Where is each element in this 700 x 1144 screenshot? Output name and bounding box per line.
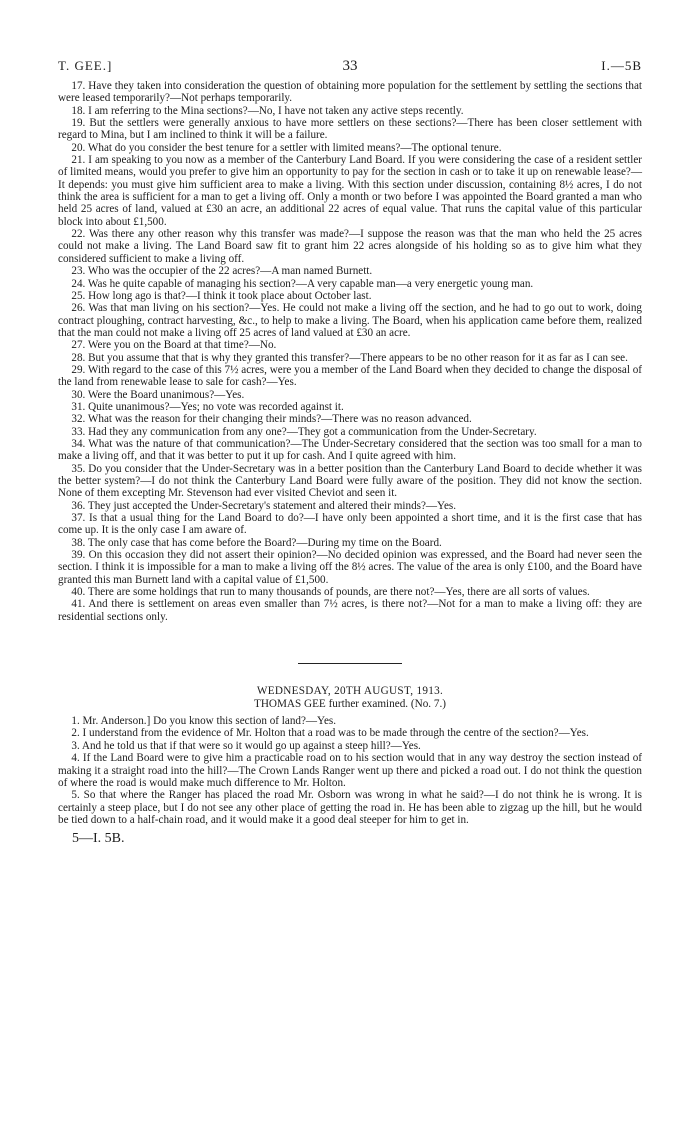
question-38: 38. The only case that has come before the Board?—During my time on the Board.	[71, 536, 442, 549]
question-21: 21. I am speaking to you now as a member of the Canterbury Land Board. If you were considering the case of a resident settler of limited means, would you prefer to give him an opportunity to pay for the section in cash or to take it up on renewable lease?—It depends: you must give him sufficient area to make a living. With this section under discussion, containing 8½ acres, I do not think the area is sufficient for a man to get a living off. Only a month or two before I was appointed the Board granted a man who held 25 acres of land, valued at £30 an acre, an additional 22 acres of equal value. That runs the capital value of this particular block into about £1,500.	[58, 154, 642, 228]
question-2: 2. I understand from the evidence of Mr. Holton that a road was to be made through the centre of the section?—Yes.	[71, 727, 589, 740]
question-29: 29. With regard to the case of this 7½ acres, were you a member of the Land Board when they decided to change the disposal of the land from renewable lease to sale for cash?—Yes.	[58, 363, 642, 389]
page-header	[58, 58, 642, 80]
witness-name: THOMAS GEE	[253, 698, 326, 711]
witness-heading	[58, 698, 642, 711]
question-31: 31. Quite unanimous?—Yes; no vote was recorded against it.	[71, 400, 344, 413]
document-page	[58, 58, 642, 847]
question-32: 32. What was the reason for their changing their minds?—There was no reason advanced.	[71, 413, 472, 426]
witness-status: further examined.	[328, 698, 409, 711]
question-5: 5. So that where the Ranger has placed the road Mr. Osborn was wrong in what he said?—I do not think he is wrong. It is certainly a steep place, but I do not see any other place of getting the road in. He has been able to zigzag up the hill, but he would be tied down to a half-chain road, and it would make it a good deal steeper for him to get in.	[58, 789, 642, 826]
signature-mark: 5—I. 5B.	[72, 831, 125, 847]
question-36: 36. They just accepted the Under-Secretary's statement and altered their minds?—Yes.	[71, 499, 457, 512]
witness-number: (No. 7.)	[410, 698, 447, 711]
testimony-section-1	[58, 80, 642, 623]
question-22: 22. Was there any other reason why this transfer was made?—I suppose the reason was that the man who held the 25 acres could not make a living. The Land Board saw fit to grant him 22 acres alongside of his holding so as to give him what they considered sufficient to make a living off.	[58, 228, 642, 265]
header-witness: T. GEE.]	[58, 58, 113, 73]
question-18: 18. I am referring to the Mina sections?—No, I have not taken any active steps recently.	[71, 104, 464, 117]
question-41: 41. And there is settlement on areas even smaller than 7½ acres, is there not?—Not for a man to make a living off: they are residential sections only.	[58, 598, 642, 623]
question-27: 27. Were you on the Board at that time?—No.	[71, 339, 277, 352]
question-37: 37. Is that a usual thing for the Land Board to do?—I have only been appointed a short time, and it is the first case that has come up. It is the only case I am aware of.	[58, 512, 642, 537]
page-number: 33	[342, 58, 358, 74]
question-19: 19. But the settlers were generally anxious to have more settlers on these sections?—There has been closer settlement with regard to Mina, but I am inclined to think it will be a failure.	[58, 117, 642, 142]
question-23: 23. Who was the occupier of the 22 acres?—A man named Burnett.	[71, 265, 373, 278]
question-35: 35. Do you consider that the Under-Secretary was in a better position than the Canterbury Land Board to decide whether it was the better system?—I do not think the Canterbury Land Board were fully aware of the position. They did not know the section. None of them excepting Mr. Stevenson had ever visited Cheviot and seen it.	[58, 462, 642, 500]
question-33: 33. Had they any communication from any one?—They got a communication from the Under-Secretary.	[71, 425, 537, 438]
question-40: 40. There are some holdings that run to many thousands of pounds, are there not?—Yes, there are all sorts of values.	[71, 586, 590, 599]
section-divider	[298, 663, 402, 664]
question-34: 34. What was the nature of that communication?—The Under-Secretary considered that the section was too small for a man to make a living off, and that it was better to put it up for cash. And I quite agreed with him.	[58, 437, 642, 463]
question-39: 39. On this occasion they did not assert their opinion?—No decided opinion was expressed, and the Board had never seen the section. I think it is impossible for a man to make a living off the 8½ acres. The value of the area is only £100, and the Board have granted this man Burnett land with a capital value of £1,500.	[58, 549, 642, 586]
session-date: WEDNESDAY, 20TH AUGUST, 1913.	[256, 685, 444, 698]
paper-reference: I.—5B	[601, 58, 642, 73]
question-3: 3. And he told us that if that were so it would go up against a steep hill?—Yes.	[71, 739, 421, 752]
question-24: 24. Was he quite capable of managing his section?—A very capable man—a very energetic young man.	[71, 277, 534, 290]
question-28: 28. But you assume that that is why they granted this transfer?—There appears to be no other reason for it as far as I can see.	[71, 351, 628, 364]
question-1: 1. Mr. Anderson.] Do you know this section of land?—Yes.	[71, 715, 337, 728]
question-4: 4. If the Land Board were to give him a practicable road on to his section would that in any way destroy the section instead of making it a straight road into the hill?—The Crown Lands Ranger went up there and picked a road out. I do not think the question of where the road is would make much difference to Mr. Holton.	[58, 752, 642, 789]
question-17: 17. Have they taken into consideration the question of obtaining more population for the settlement by settling the sections that were leased temporarily?—Not perhaps temporarily.	[58, 80, 642, 105]
question-30: 30. Were the Board unanimous?—Yes.	[71, 388, 245, 401]
question-25: 25. How long ago is that?—I think it took place about October last.	[71, 289, 372, 302]
testimony-section-2	[58, 715, 642, 826]
question-20: 20. What do you consider the best tenure for a settler with limited means?—The optional tenure.	[71, 141, 502, 154]
question-26: 26. Was that man living on his section?—Yes. He could not make a living off the section, and he had to go out to work, doing contract ploughing, contract harvesting, &c., to help to make a living. The Board, when his application came before them, realized that the man could not make a living off 25 acres of land valued at £30 an acre.	[58, 302, 642, 339]
